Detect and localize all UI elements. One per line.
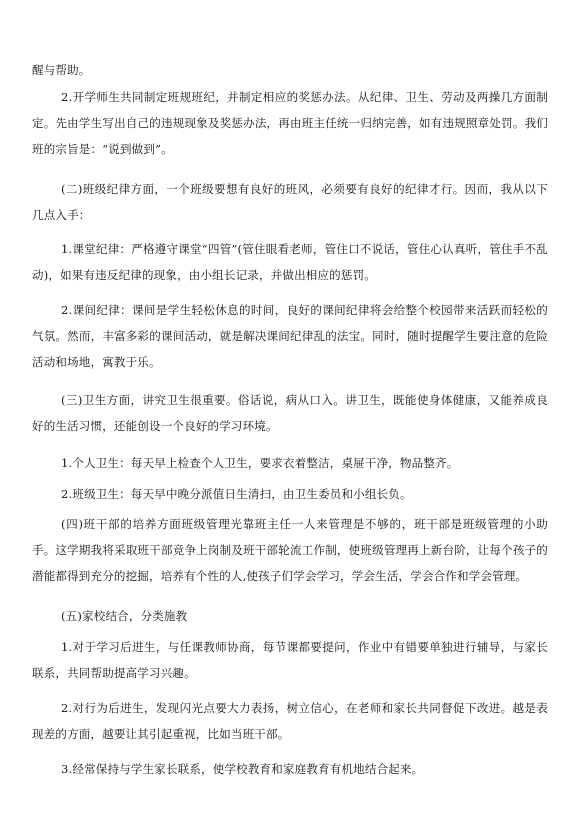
paragraph-9: (四)班干部的培养方面班级管理光靠班主任一人来管理是不够的，班干部是班级管理的小助手。这学期我将采取班干部竞争上岗制及班干部轮流工作制，使班级管理再上新台阶，让每个孩子的潜能都得到充分的挖掘，培养有个性的人,使孩子们学会学习，学会生活，学会合作和学会管理。	[32, 517, 548, 583]
paragraph-6: (三)卫生方面，讲究卫生很重要。俗话说，病从口入。讲卫生，既能使身体健康，又能养成良好的生活习惯，还能创设一个良好的学习环境。	[32, 393, 548, 433]
paragraph-8: 2.班级卫生：每天早中晚分派值日生清扫，由卫生委员和小组长负。	[61, 487, 412, 501]
paragraph-11: 1.对于学习后进生，与任课教师协商，每节课都要提问，作业中有错要单独进行辅导，与家长联系，共同帮助提高学习兴趣。	[32, 640, 548, 680]
paragraph-3: (二)班级纪律方面，一个班级要想有良好的班风，必须要有良好的纪律才行。因而，我从以下几点入手：	[32, 182, 548, 222]
paragraph-13: 3.经常保持与学生家长联系，使学校教育和家庭教育有机地结合起来。	[61, 762, 424, 776]
paragraph-10: (五)家校结合，分类施教	[61, 609, 188, 623]
paragraph-2: 2.开学师生共同制定班规班纪，并制定相应的奖惩办法。从纪律、卫生、劳动及两操几方面制定。先由学生写出自己的违规现象及奖惩办法，再由班主任统一归纳完善，如有违规照章处罚。我们班的宗旨是：“说到做到”。	[32, 90, 548, 156]
paragraph-12: 2.对行为后进生，发现闪光点要大力表扬，树立信心，在老师和家长共同督促下改进。越是表现差的方面，越要让其引起重视，比如当班干部。	[32, 701, 548, 741]
paragraph-5: 2.课间纪律：课间是学生轻松休息的时间，良好的课间纪律将会给整个校园带来活跃而轻松的气氛。然而，丰富多彩的课间活动，就是解决课间纪律乱的法宝。同时，随时提醒学生要注意的危险活动和场地，寓教于乐。	[32, 303, 548, 369]
paragraph-7: 1.个人卫生：每天早上检查个人卫生，要求衣着整洁，桌屉干净，物品整齐。	[61, 456, 459, 470]
paragraph-1: 醒与帮助。	[32, 63, 91, 77]
paragraph-4: 1.课堂纪律：严格遵守课堂“四管”(管住眼看老师，管住口不说话，管住心认真听，管住手不乱动)，如果有违反纪律的现象，由小组长记录，并做出相应的惩罚。	[32, 242, 548, 282]
